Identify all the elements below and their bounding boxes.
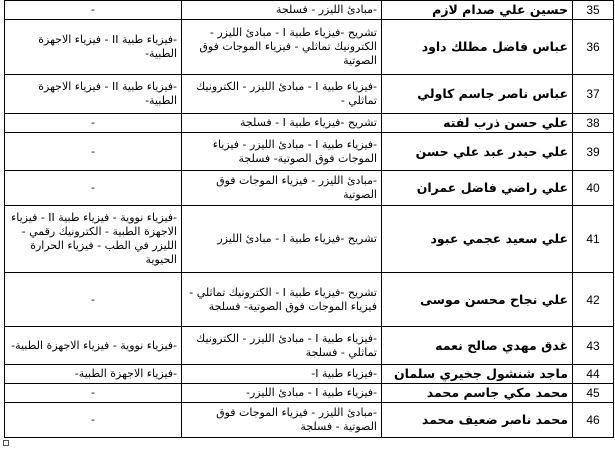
student-name-cell: علي حسن ذرب لفته <box>382 114 573 133</box>
row-number-cell: 39 <box>573 133 614 171</box>
courses-cell: تشريح -فيزياء طبية I - مبادئ الليزر <box>182 206 382 273</box>
student-name-cell: محمد ناصر ضعيف محمد <box>382 403 573 438</box>
courses-cell: -مبادئ الليزر - فيزياء الموجات فوق الصوتية - فسلجة <box>182 403 382 438</box>
table-row <box>5 1 614 20</box>
students-table <box>4 0 614 438</box>
row-number-cell: 43 <box>573 327 614 365</box>
row-number-cell: 45 <box>573 384 614 403</box>
table-row <box>5 75 614 114</box>
courses-cell: -فيزياء طبية I- <box>182 365 382 384</box>
other-courses-cell: - <box>5 171 182 206</box>
row-number-cell: 38 <box>573 114 614 133</box>
courses-cell: -فيزياء طبية I - مبادئ الليزر - الكترونيك تماثلي - <box>182 75 382 114</box>
student-name-cell: علي حيدر عبد علي حسن <box>382 133 573 171</box>
student-name-cell: غدق مهدي صالح نعمه <box>382 327 573 365</box>
row-number-cell: 46 <box>573 403 614 438</box>
other-courses-cell: -فيزياء نووية - فيزياء طبية II - فيزياء الاجهزة الطبية - الكترونيك رقمي - الليزر في الطب - فيزياء الحرارة الحيوية <box>5 206 182 273</box>
student-name-cell: حسين علي صدام لازم <box>382 1 573 20</box>
student-name-cell: محمد مكي جاسم محمد <box>382 384 573 403</box>
table-row <box>5 365 614 384</box>
table-row <box>5 206 614 273</box>
row-number-cell: 35 <box>573 1 614 20</box>
courses-cell: تشريح -فيزياء طبية I - فسلجة <box>182 114 382 133</box>
other-courses-cell: -فيزياء نووية - فيزياء الاجهزة الطبية- <box>5 327 182 365</box>
other-courses-cell: - <box>5 403 182 438</box>
courses-cell: -فيزياء طبية I - مبادئ الليزر- <box>182 384 382 403</box>
student-name-cell: عباس ناصر جاسم كاولي <box>382 75 573 114</box>
row-number-cell: 40 <box>573 171 614 206</box>
table-row <box>5 384 614 403</box>
courses-cell: -مبادئ الليزر - فيزياء الموجات فوق الصوتية <box>182 171 382 206</box>
row-number-cell: 36 <box>573 20 614 75</box>
student-name-cell: علي نجاح محسن موسى <box>382 273 573 327</box>
table-row <box>5 327 614 365</box>
other-courses-cell: -فيزياء طبية II - فيزياء الاجهزة الطبية- <box>5 75 182 114</box>
other-courses-cell: - <box>5 384 182 403</box>
other-courses-cell: -فيزياء طبية II - فيزياء الاجهزة الطبية- <box>5 20 182 75</box>
row-number-cell: 41 <box>573 206 614 273</box>
other-courses-cell: - <box>5 273 182 327</box>
table-row <box>5 273 614 327</box>
courses-cell: -فيزياء طبية I - مبادئ الليزر - فيزياء الموجات فوق الصوتية- فسلجة <box>182 133 382 171</box>
row-number-cell: 44 <box>573 365 614 384</box>
other-courses-cell: - <box>5 1 182 20</box>
table-row <box>5 133 614 171</box>
table-row <box>5 114 614 133</box>
row-number-cell: 37 <box>573 75 614 114</box>
other-courses-cell: - <box>5 133 182 171</box>
courses-cell: -فيزياء طبية I - مبادئ الليزر - الكترونيك تماثلي - فسلجة <box>182 327 382 365</box>
student-name-cell: ماجد شنشول جخيري سلمان <box>382 365 573 384</box>
student-name-cell: عباس فاضل مطلك داود <box>382 20 573 75</box>
paragraph-marker <box>3 440 9 446</box>
other-courses-cell: -فيزياء الاجهزة الطبية- <box>5 365 182 384</box>
other-courses-cell: - <box>5 114 182 133</box>
row-number-cell: 42 <box>573 273 614 327</box>
table-row <box>5 20 614 75</box>
courses-cell: تشريح -فيزياء طبية I - مبادئ الليزر - الكترونيك تماثلي - فيزياء الموجات فوق الصوتية <box>182 20 382 75</box>
student-name-cell: علي راضي فاضل عمران <box>382 171 573 206</box>
courses-cell: تشريح -فيزياء طبية I - الكترونيك تماثلي - فيزياء الموجات فوق الصوتية- فسلجة <box>182 273 382 327</box>
table-row <box>5 403 614 438</box>
student-name-cell: علي سعيد عجمي عبود <box>382 206 573 273</box>
table-row <box>5 171 614 206</box>
courses-cell: -مبادئ الليزر - فسلجة <box>182 1 382 20</box>
